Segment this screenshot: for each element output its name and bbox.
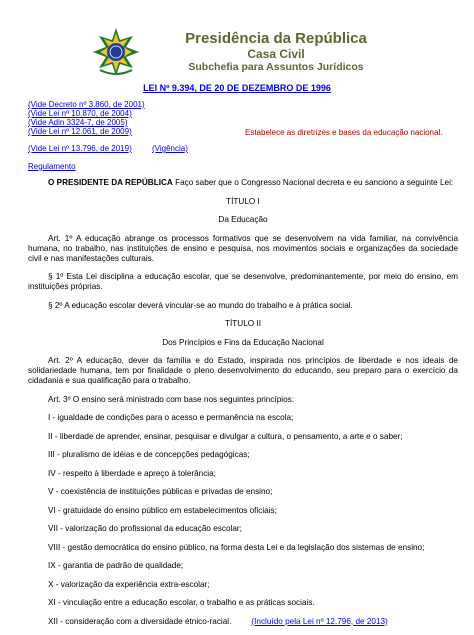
principio-item: XI - vinculação entre a educação escolar, o trabalho e as práticas sociais. [48, 598, 315, 607]
law-ementa: Estabelece as diretrizes e bases da educação nacional. [245, 128, 443, 137]
regulamento-container [28, 162, 76, 171]
law-body [28, 178, 458, 635]
vide-link-lei-12061[interactable]: (Vide Lei nº 12.061, de 2009) [28, 127, 132, 136]
vide-link-adin-3324[interactable]: (Vide Adin 3324-7, de 2005) [28, 118, 128, 127]
principio-item: VI - gratuidade do ensino público em estabelecimentos oficiais; [48, 505, 277, 515]
principio-xii-text: XII - consideração com a diversidade étnico-racial. [48, 616, 232, 626]
principio-item: IX - garantia de padrão de qualidade; [48, 561, 184, 570]
law-title-link[interactable]: LEI Nº 9.394, DE 20 DE DEZEMBRO DE 1996 [143, 83, 331, 93]
art-1: Art. 1º A educação abrange os processos formativos que se desenvolvem na vida familiar, na convivência humana, no trabalho, nas instituições de ensino e pesquisa, nos movimentos sociais e organizações da sociedade civil e nas manifestações culturais. [28, 233, 458, 263]
principio-item: III - pluralismo de idéias e de concepções pedagógicas; [48, 450, 250, 459]
header-division: Subchefia para Assuntos Jurídicos [188, 61, 364, 73]
principio-item: II - liberdade de aprender, ensinar, pesquisar e divulgar a cultura, o pensamento, a arte e o saber; [48, 431, 403, 441]
titulo-1-label: TÍTULO I [226, 196, 260, 206]
art-1-paragraph-1: § 1º Esta Lei disciplina a educação escolar, que se desenvolve, predominantemente, por meio do ensino, em instituições próprias. [28, 272, 458, 291]
preamble-bold: O PRESIDENTE DA REPÚBLICA [48, 178, 173, 187]
principio-item: VIII - gestão democrática do ensino público, na forma desta Lei e da legislação dos sistemas de ensino; [48, 542, 425, 552]
principio-item: V - coexistência de instituições públicas e privadas de ensino; [48, 487, 273, 496]
vide-link-list [28, 100, 145, 136]
titulo-2-label: TÍTULO II [225, 319, 261, 328]
header [176, 30, 376, 74]
vide-link-lei-10870[interactable]: (Vide Lei nº 10.870, de 2004) [28, 109, 132, 118]
vide-link-lei-13796[interactable]: (Vide Lei nº 13.796, de 2019) [28, 144, 132, 153]
principio-item-xii [48, 617, 458, 627]
art-1-paragraph-2: § 2º A educação escolar deverá vincular-se ao mundo do trabalho e à prática social. [48, 300, 353, 310]
titulo-1-name: Da Educação [218, 215, 268, 224]
art-3: Art. 3º O ensino será ministrado com base nos seguintes princípios: [48, 394, 295, 404]
preamble [28, 178, 458, 188]
titulo-2-name: Dos Princípios e Fins da Educação Nacional [162, 337, 324, 347]
header-title: Presidência da República [185, 30, 367, 47]
vide-row [28, 144, 188, 153]
art-2: Art. 2º A educação, dever da família e do Estado, inspirada nos princípios de liberdade e nos ideais de solidariedade humana, tem por finalidade o pleno desenvolvimento do educando, seu preparo para o exercício da cidadania e sua qualificação para o trabalho. [28, 356, 458, 385]
vide-link-decreto-3860[interactable]: (Vide Decreto nº 3.860, de 2001) [28, 100, 145, 109]
header-subtitle: Casa Civil [247, 47, 305, 61]
principio-item: X - valorização da experiência extra-escolar; [48, 579, 210, 589]
principio-item: IV - respeito à liberdade e apreço à tolerância; [48, 468, 216, 478]
brazil-coat-of-arms-icon [90, 26, 142, 78]
vigencia-link[interactable]: (Vigência) [151, 144, 188, 153]
principio-item: VII - valorização do profissional da educação escolar; [48, 524, 242, 533]
law-title-container [0, 83, 474, 93]
incluido-link[interactable]: (Incluído pela Lei nº 12.796, de 2013) [251, 616, 388, 626]
preamble-text: Faço saber que o Congresso Nacional decreta e eu sanciono a seguinte Lei: [172, 178, 454, 187]
regulamento-link[interactable]: Regulamento [28, 162, 76, 171]
principio-item: I - igualdade de condições para o acesso e permanência na escola; [48, 413, 294, 422]
